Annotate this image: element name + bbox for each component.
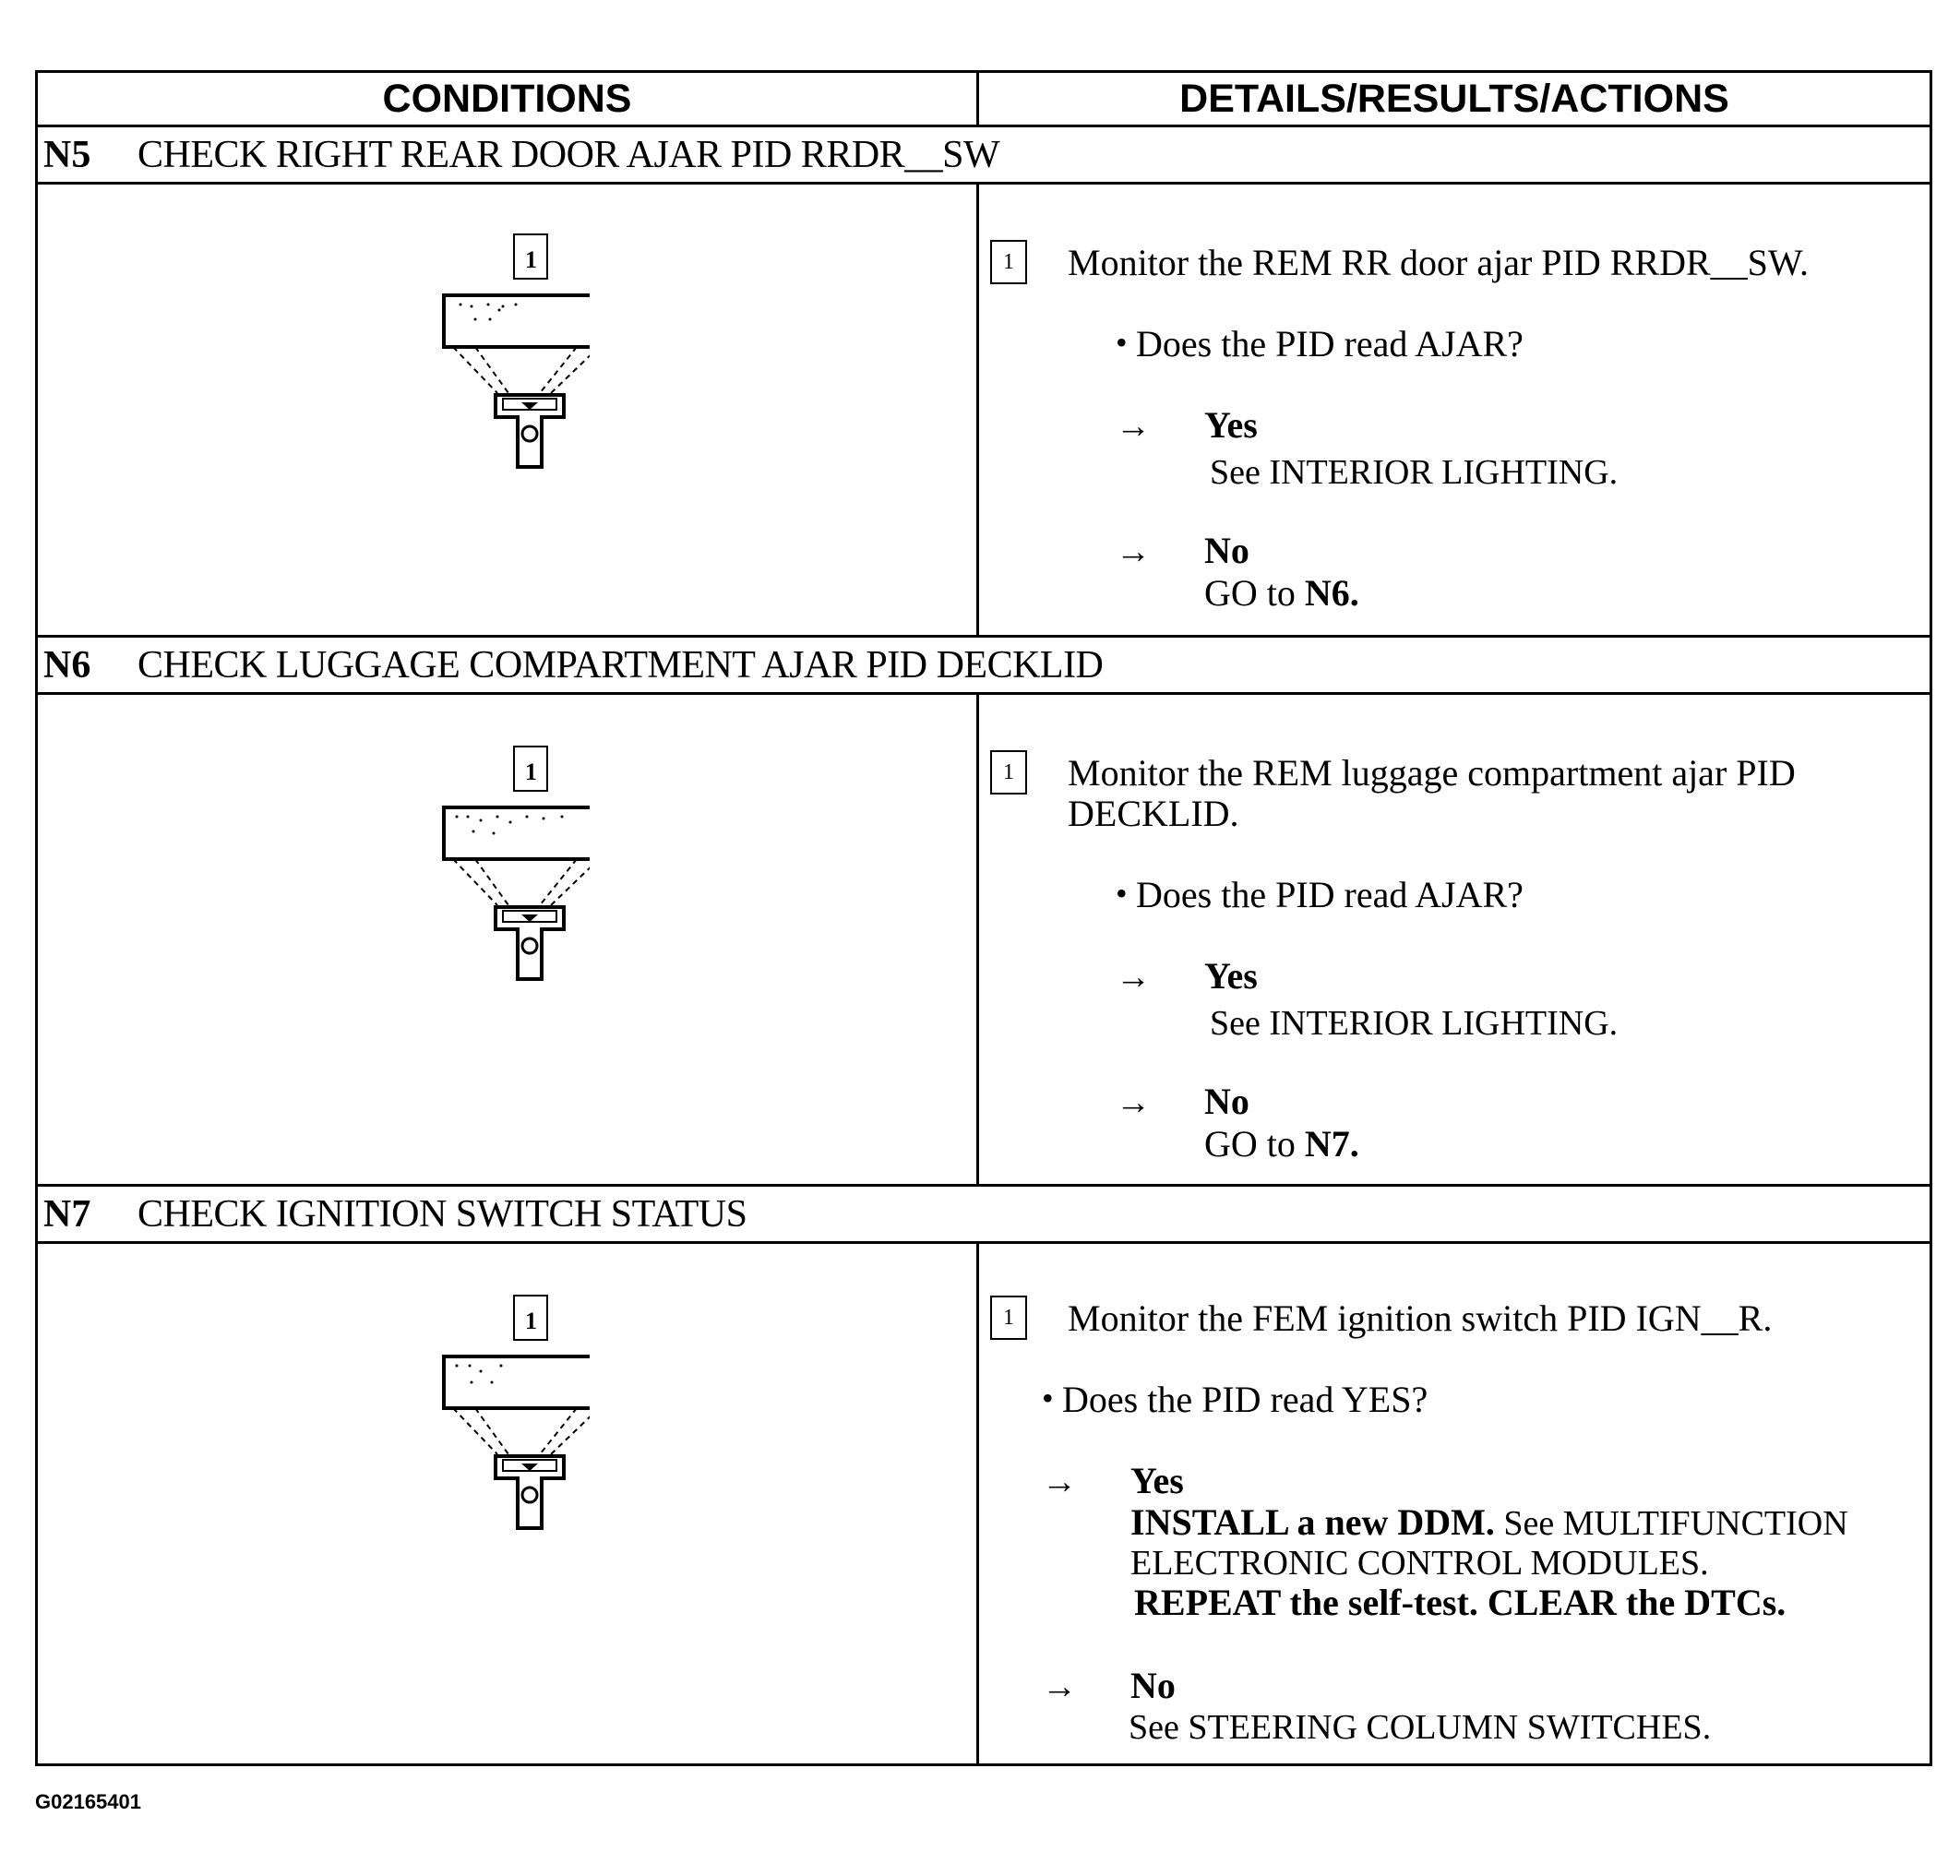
conditions-header: CONDITIONS xyxy=(38,73,979,125)
no-label: No xyxy=(1130,1665,1176,1706)
step-title: CHECK LUGGAGE COMPARTMENT AJAR PID DECKLID xyxy=(137,643,1104,687)
no-label: No xyxy=(1204,1081,1249,1122)
step-body-n5 xyxy=(38,185,1930,638)
diagnostic-table xyxy=(35,70,1932,1766)
no-action xyxy=(1204,1123,1359,1165)
arrow-icon: → xyxy=(1116,1083,1151,1122)
instruction-text: Monitor the FEM ignition switch PID IGN__R. xyxy=(1068,1297,1773,1339)
step-number-box: 1 xyxy=(990,750,1027,795)
yes-action: See INTERIOR LIGHTING. xyxy=(1210,1004,1619,1043)
step-id: N6 xyxy=(43,643,91,687)
yes-label: Yes xyxy=(1130,1460,1184,1501)
step-title-row-n5 xyxy=(38,127,1930,185)
arrow-icon: → xyxy=(1042,1463,1077,1501)
yes-action-line-1 xyxy=(1130,1502,1848,1544)
instruction-line-2: DECKLID. xyxy=(1068,793,1239,834)
no-action-prefix: GO to xyxy=(1204,1123,1296,1165)
step-title: CHECK RIGHT REAR DOOR AJAR PID RRDR__SW xyxy=(137,133,1000,176)
step-body-n7 xyxy=(38,1244,1930,1763)
tool-label: 1 xyxy=(525,1308,537,1334)
instruction-line-1: Monitor the REM luggage compartment ajar PID xyxy=(1068,752,1796,794)
arrow-icon: → xyxy=(1116,958,1151,997)
question-text: Does the PID read YES? xyxy=(1062,1379,1428,1420)
step-title: CHECK IGNITION SWITCH STATUS xyxy=(137,1192,747,1236)
yes-action-line-3: REPEAT the self-test. CLEAR the DTCs. xyxy=(1134,1582,1787,1623)
bullet-icon: • xyxy=(1116,875,1128,912)
no-action xyxy=(1204,572,1359,614)
question-text: Does the PID read AJAR? xyxy=(1136,874,1524,915)
step-title-row-n6 xyxy=(38,638,1930,695)
yes-action-ref: See MULTIFUNCTION xyxy=(1503,1504,1848,1543)
step-body-n6 xyxy=(38,695,1930,1187)
scan-tool-icon xyxy=(414,1292,590,1541)
step-details-n6 xyxy=(979,695,1930,1184)
header-row xyxy=(38,73,1930,127)
bullet-icon: • xyxy=(1042,1380,1054,1416)
yes-action-bold: INSTALL a new DDM. xyxy=(1130,1501,1495,1543)
step-number-box: 1 xyxy=(990,240,1027,284)
step-id: N7 xyxy=(43,1192,91,1236)
no-action-target: N7. xyxy=(1304,1123,1359,1165)
yes-action-line-2: ELECTRONIC CONTROL MODULES. xyxy=(1130,1544,1709,1583)
no-label: No xyxy=(1204,530,1249,571)
tool-label: 1 xyxy=(525,246,537,273)
arrow-icon: → xyxy=(1116,532,1151,571)
tool-label: 1 xyxy=(525,759,537,785)
no-action-prefix: GO to xyxy=(1204,572,1296,614)
step-title-row-n7 xyxy=(38,1187,1930,1244)
yes-label: Yes xyxy=(1204,404,1258,446)
step-details-n7 xyxy=(979,1244,1930,1763)
step-id: N5 xyxy=(43,133,91,176)
no-action-target: N6. xyxy=(1304,572,1359,614)
no-action: See STEERING COLUMN SWITCHES. xyxy=(1129,1708,1712,1747)
yes-action: See INTERIOR LIGHTING. xyxy=(1210,453,1619,492)
bullet-icon: • xyxy=(1116,324,1128,361)
figure-code: G02165401 xyxy=(35,1790,141,1813)
details-header: DETAILS/RESULTS/ACTIONS xyxy=(1179,76,1729,121)
scan-tool-icon xyxy=(414,743,590,992)
step-number-box: 1 xyxy=(990,1296,1027,1340)
step-details-n5 xyxy=(979,185,1930,635)
scan-tool-icon xyxy=(414,231,590,480)
arrow-icon: → xyxy=(1042,1667,1077,1706)
instruction-text: Monitor the REM RR door ajar PID RRDR__SW. xyxy=(1068,242,1809,283)
yes-label: Yes xyxy=(1204,955,1258,997)
question-text: Does the PID read AJAR? xyxy=(1136,323,1524,364)
arrow-icon: → xyxy=(1116,407,1151,446)
